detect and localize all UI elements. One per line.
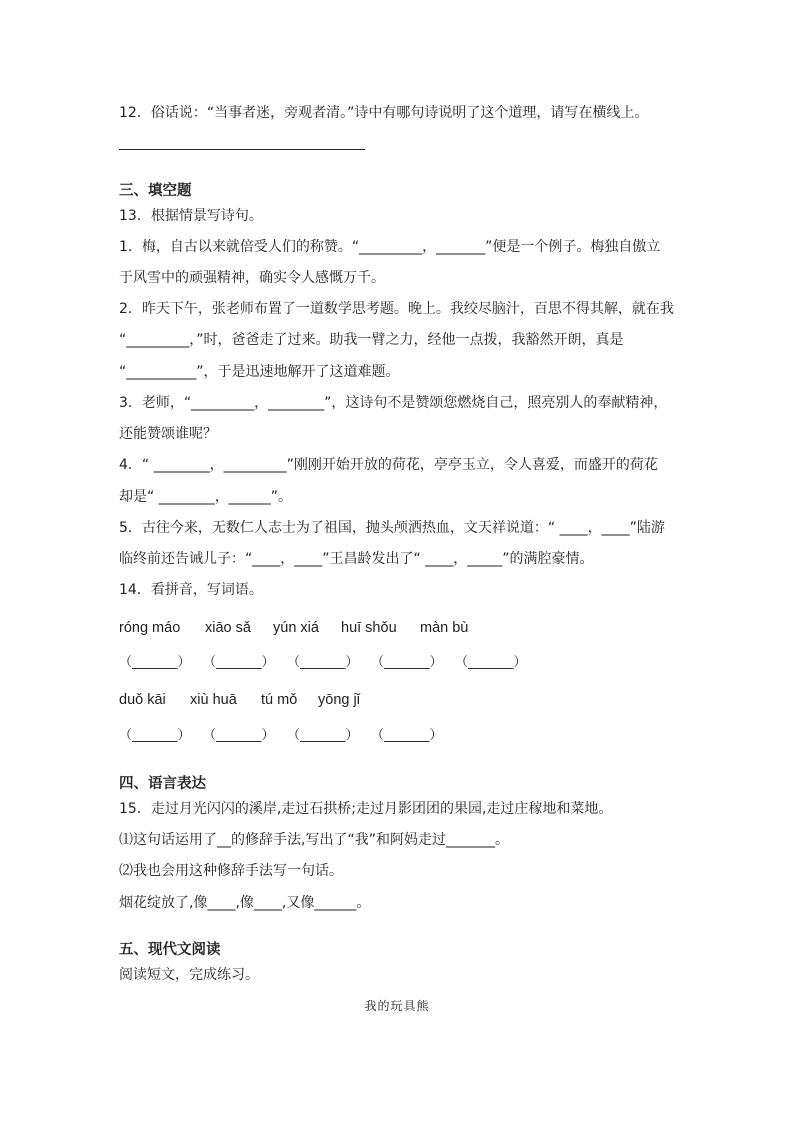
q14-intro: 14．看拼音，写词语。: [119, 582, 263, 598]
answer-blank[interactable]: （_______）: [287, 728, 359, 743]
pinyin-word: huī shǒu: [341, 620, 397, 636]
answer-blank[interactable]: （_______）: [119, 655, 191, 670]
q13-line-4: “_________，”时，爸爸走了过来。助我一臂之力，经他一点拨，我豁然开朗，真是: [119, 332, 624, 348]
q13-line-8: 4．“ ________，_________”刚刚开始开放的荷花，亭亭玉立，令人喜爱，而盛开的荷花: [119, 457, 658, 473]
pinyin-word: yōng jǐ: [318, 692, 360, 708]
q15-text: 15．走过月光闪闪的溪岸,走过石拱桥;走过月影团团的果园,走过庄稼地和菜地。: [119, 801, 613, 817]
answer-blank[interactable]: （_______）: [203, 728, 275, 743]
q13-line-3: 2．昨天下午，张老师布置了一道数学思考题。晚上。我绞尽脑汁，百思不得其解，就在我: [119, 301, 674, 317]
q13-intro: 13．根据情景写诗句。: [119, 208, 263, 224]
q13-line-11: 临终前还告诫儿子：“____，____”王昌龄发出了“ ____，_____”的满腔豪情。: [119, 551, 594, 567]
section4-heading: 四、语言表达: [119, 776, 206, 792]
q15-sub1: ⑴这句话运用了__的修辞手法,写出了“我”和阿妈走过_______。: [119, 832, 509, 848]
pinyin-word: xiù huā: [190, 692, 237, 708]
q13-line-5: “__________”，于是迅速地解开了这道难题。: [119, 364, 400, 380]
answer-blank[interactable]: （_______）: [119, 728, 191, 743]
q12-text: 12．俗话说：“当事者迷，旁观者清。”诗中有哪句诗说明了这个道理，请写在横线上。: [119, 105, 649, 121]
answer-blank[interactable]: （_______）: [371, 655, 443, 670]
pinyin-word: xiāo sǎ: [205, 620, 251, 636]
pinyin-word: róng máo: [119, 620, 181, 636]
passage-title: 我的玩具熊: [364, 999, 430, 1013]
section5-heading: 五、现代文阅读: [119, 942, 221, 958]
q13-line-10: 5．古往今来，无数仁人志士为了祖国，抛头颅洒热血，文天祥说道：“ ____，____”陆游: [119, 520, 665, 536]
q13-line-9: 却是“ ________，______”。: [119, 489, 292, 505]
q13-line-7: 还能赞颂谁呢？: [119, 426, 217, 442]
pinyin-word: tú mǒ: [261, 692, 298, 708]
section5-intro: 阅读短文，完成练习。: [119, 967, 259, 983]
pinyin-word: duǒ kāi: [119, 692, 166, 708]
answer-blank[interactable]: （_______）: [287, 655, 359, 670]
answer-blank[interactable]: （_______）: [203, 655, 275, 670]
q15-sub3: 烟花绽放了,像____,像____,又像______。: [119, 895, 371, 911]
pinyin-word: yún xiá: [273, 620, 319, 636]
q13-line-2: 于风雪中的顽强精神，确实令人感慨万千。: [119, 270, 385, 286]
q15-sub2: ⑵我也会用这种修辞手法写一句话。: [119, 863, 343, 879]
q13-line-6: 3．老师，“_________，________”，这诗句不是赞颂您燃烧自己，照亮别人的奉献精神，: [119, 395, 668, 411]
q13-line-1: 1．梅，自古以来就倍受人们的称赞。“_________，_______”便是一个例子。梅独自傲立: [119, 239, 661, 255]
q12-answer-line[interactable]: [119, 149, 365, 150]
pinyin-word: màn bù: [420, 620, 469, 636]
section3-heading: 三、填空题: [119, 183, 192, 199]
answer-blank[interactable]: （_______）: [371, 728, 443, 743]
answer-blank[interactable]: （_______）: [455, 655, 527, 670]
